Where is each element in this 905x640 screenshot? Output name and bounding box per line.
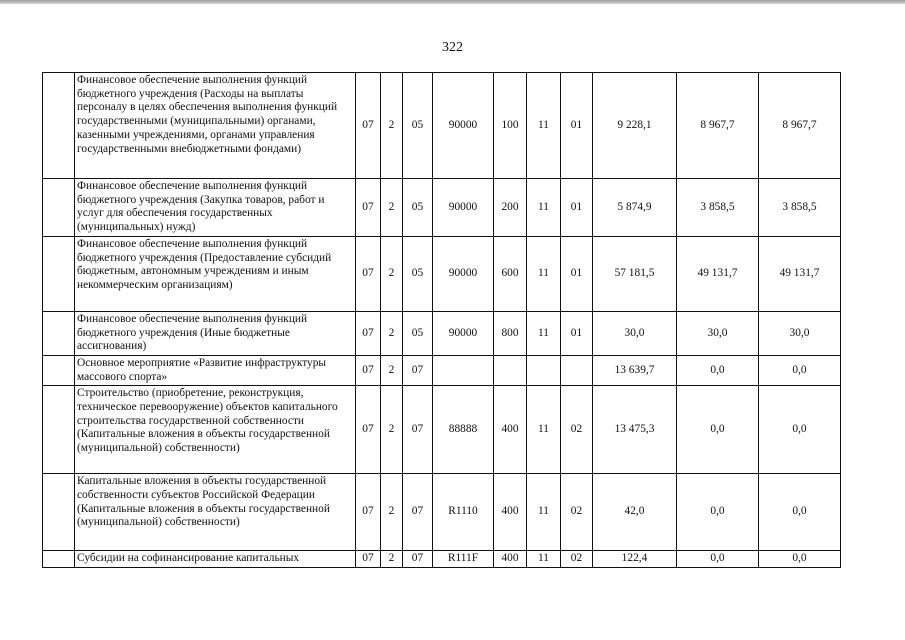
description-cell: Финансовое обеспечение выполнения функций бюджетного учреждения (Иные бюджетные ассигнования) <box>75 311 356 355</box>
amount-year-2-cell: 30,0 <box>677 311 759 355</box>
extra-code-2-cell: 02 <box>561 551 593 568</box>
amount-year-3-cell: 0,0 <box>759 551 841 568</box>
description-cell: Финансовое обеспечение выполнения функций бюджетного учреждения (Закупка товаров, работ и услуг для обеспечения государственных (муниципальных) нужд) <box>75 179 356 237</box>
expense-code-cell: 88888 <box>433 386 494 474</box>
description-cell: Финансовое обеспечение выполнения функций бюджетного учреждения (Предоставление субсидий бюджетным, автономным учреждениям и иным некоммерческим организациям) <box>75 236 356 311</box>
amount-year-3-cell: 0,0 <box>759 474 841 551</box>
description-cell: Основное мероприятие «Развитие инфраструктуры массового спорта» <box>75 355 356 385</box>
extra-code-1-cell: 11 <box>527 73 561 179</box>
extra-code-1-cell <box>527 355 561 385</box>
expense-type-cell: 400 <box>494 551 527 568</box>
program-code-cell: 05 <box>403 311 433 355</box>
program-code-cell: 05 <box>403 236 433 311</box>
row-number-cell <box>43 474 75 551</box>
amount-year-2-cell: 49 131,7 <box>677 236 759 311</box>
amount-year-1-cell: 42,0 <box>593 474 677 551</box>
amount-year-3-cell: 0,0 <box>759 355 841 385</box>
section-code-cell: 07 <box>356 551 381 568</box>
expense-type-cell: 800 <box>494 311 527 355</box>
program-code-cell: 05 <box>403 73 433 179</box>
amount-year-2-cell: 3 858,5 <box>677 179 759 237</box>
subsection-code-cell: 2 <box>381 551 403 568</box>
extra-code-2-cell: 01 <box>561 236 593 311</box>
description-cell: Субсидии на софинансирование капитальных <box>75 551 356 568</box>
expense-code-cell: R111F <box>433 551 494 568</box>
subsection-code-cell: 2 <box>381 474 403 551</box>
scan-top-edge <box>0 0 905 4</box>
program-code-cell: 07 <box>403 386 433 474</box>
extra-code-2-cell: 02 <box>561 386 593 474</box>
budget-table <box>42 72 841 568</box>
subsection-code-cell: 2 <box>381 311 403 355</box>
amount-year-1-cell: 13 475,3 <box>593 386 677 474</box>
subsection-code-cell: 2 <box>381 355 403 385</box>
section-code-cell: 07 <box>356 355 381 385</box>
amount-year-1-cell: 57 181,5 <box>593 236 677 311</box>
expense-type-cell <box>494 355 527 385</box>
amount-year-3-cell: 30,0 <box>759 311 841 355</box>
amount-year-2-cell: 0,0 <box>677 551 759 568</box>
expense-type-cell: 600 <box>494 236 527 311</box>
table-row <box>43 551 841 568</box>
table-row <box>43 311 841 355</box>
amount-year-2-cell: 0,0 <box>677 474 759 551</box>
row-number-cell <box>43 551 75 568</box>
amount-year-3-cell: 3 858,5 <box>759 179 841 237</box>
subsection-code-cell: 2 <box>381 179 403 237</box>
extra-code-1-cell: 11 <box>527 236 561 311</box>
section-code-cell: 07 <box>356 311 381 355</box>
expense-type-cell: 400 <box>494 474 527 551</box>
expense-type-cell: 200 <box>494 179 527 237</box>
extra-code-2-cell: 01 <box>561 73 593 179</box>
extra-code-2-cell: 01 <box>561 311 593 355</box>
subsection-code-cell: 2 <box>381 73 403 179</box>
subsection-code-cell: 2 <box>381 236 403 311</box>
table-row <box>43 355 841 385</box>
section-code-cell: 07 <box>356 474 381 551</box>
row-number-cell <box>43 355 75 385</box>
table-row <box>43 73 841 179</box>
amount-year-3-cell: 8 967,7 <box>759 73 841 179</box>
amount-year-1-cell: 122,4 <box>593 551 677 568</box>
amount-year-1-cell: 13 639,7 <box>593 355 677 385</box>
section-code-cell: 07 <box>356 386 381 474</box>
amount-year-1-cell: 30,0 <box>593 311 677 355</box>
description-cell: Финансовое обеспечение выполнения функций бюджетного учреждения (Расходы на выплаты персоналу в целях обеспечения выполнения функций государственными (муниципальными) органами, казенными учреждениями, органами управления государственными внебюджетными фондами) <box>75 73 356 179</box>
extra-code-2-cell: 02 <box>561 474 593 551</box>
row-number-cell <box>43 311 75 355</box>
amount-year-1-cell: 5 874,9 <box>593 179 677 237</box>
row-number-cell <box>43 236 75 311</box>
description-cell: Строительство (приобретение, реконструкция, техническое перевооружение) объектов капитального строительства государственной собственности (Капитальные вложения в объекты государственной (муниципальной) собственности) <box>75 386 356 474</box>
row-number-cell <box>43 73 75 179</box>
amount-year-2-cell: 0,0 <box>677 355 759 385</box>
amount-year-2-cell: 0,0 <box>677 386 759 474</box>
expense-code-cell: 90000 <box>433 73 494 179</box>
extra-code-1-cell: 11 <box>527 311 561 355</box>
program-code-cell: 05 <box>403 179 433 237</box>
table-row <box>43 179 841 237</box>
extra-code-1-cell: 11 <box>527 551 561 568</box>
expense-code-cell: 90000 <box>433 179 494 237</box>
amount-year-2-cell: 8 967,7 <box>677 73 759 179</box>
extra-code-1-cell: 11 <box>527 179 561 237</box>
extra-code-1-cell: 11 <box>527 386 561 474</box>
program-code-cell: 07 <box>403 551 433 568</box>
description-cell: Капитальные вложения в объекты государственной собственности субъектов Российской Федерации (Капитальные вложения в объекты государственной (муниципальной) собственности) <box>75 474 356 551</box>
section-code-cell: 07 <box>356 236 381 311</box>
expense-code-cell: 90000 <box>433 311 494 355</box>
page-number: 322 <box>442 40 463 55</box>
expense-code-cell: R1110 <box>433 474 494 551</box>
amount-year-3-cell: 49 131,7 <box>759 236 841 311</box>
table-row <box>43 236 841 311</box>
extra-code-1-cell: 11 <box>527 474 561 551</box>
expense-code-cell <box>433 355 494 385</box>
row-number-cell <box>43 386 75 474</box>
expense-type-cell: 100 <box>494 73 527 179</box>
amount-year-1-cell: 9 228,1 <box>593 73 677 179</box>
subsection-code-cell: 2 <box>381 386 403 474</box>
amount-year-3-cell: 0,0 <box>759 386 841 474</box>
program-code-cell: 07 <box>403 355 433 385</box>
expense-code-cell: 90000 <box>433 236 494 311</box>
extra-code-2-cell <box>561 355 593 385</box>
section-code-cell: 07 <box>356 73 381 179</box>
expense-type-cell: 400 <box>494 386 527 474</box>
row-number-cell <box>43 179 75 237</box>
program-code-cell: 07 <box>403 474 433 551</box>
table-row <box>43 386 841 474</box>
extra-code-2-cell: 01 <box>561 179 593 237</box>
table-row <box>43 474 841 551</box>
section-code-cell: 07 <box>356 179 381 237</box>
